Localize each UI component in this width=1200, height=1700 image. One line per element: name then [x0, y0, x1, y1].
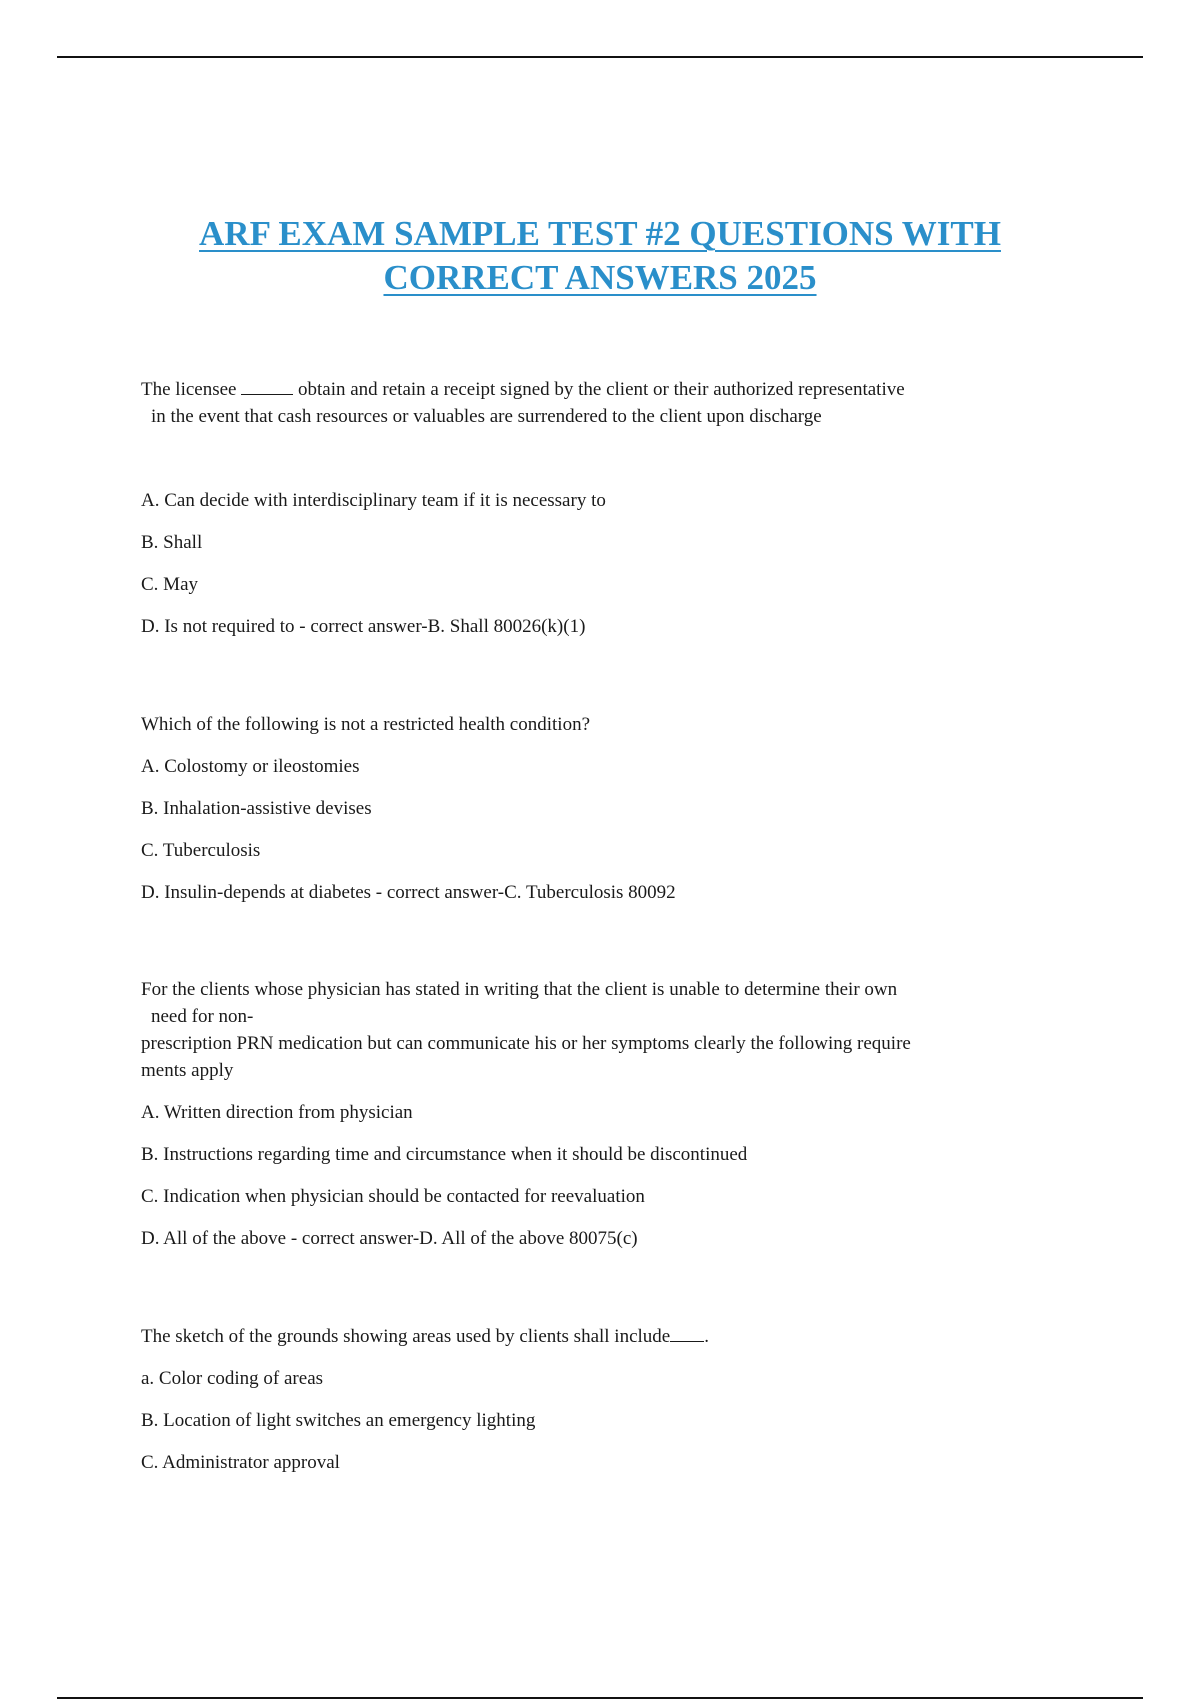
document-title	[100, 212, 1100, 300]
option-b: B. Shall	[141, 532, 203, 553]
title-line-1: ARF EXAM SAMPLE TEST #2 QUESTIONS WITH	[199, 214, 1001, 253]
option-b: B. Inhalation-assistive devises	[141, 798, 372, 819]
option-b: B. Location of light switches an emergency lighting	[141, 1410, 536, 1431]
answer-blank	[241, 376, 293, 395]
question-1-text: The licensee obtain and retain a receipt signed by the client or their authorized representative in the event that cash resources or valuables are surrendered to the client upon discharge	[141, 376, 1061, 430]
header-rule	[57, 56, 1143, 58]
question-3-options	[141, 1099, 1061, 1267]
footer-rule	[57, 1697, 1143, 1699]
option-c: C. Tuberculosis	[141, 840, 261, 861]
question-2-text: Which of the following is not a restricted health condition?	[141, 714, 591, 735]
question-2-options	[141, 753, 1061, 921]
option-a: a. Color coding of areas	[141, 1368, 324, 1389]
option-a: A. Can decide with interdisciplinary team if it is necessary to	[141, 490, 606, 511]
option-c: C. May	[141, 574, 198, 595]
question-2	[141, 711, 1061, 921]
answer-blank	[670, 1323, 704, 1342]
question-1-options	[141, 487, 1061, 655]
option-c: C. Indication when physician should be contacted for reevaluation	[141, 1186, 645, 1207]
option-d: D. All of the above - correct answer-D. All of the above 80075(c)	[141, 1228, 638, 1249]
question-4-options	[141, 1365, 1061, 1491]
question-4	[141, 1323, 1061, 1491]
option-a: A. Written direction from physician	[141, 1102, 413, 1123]
question-3-text: For the clients whose physician has stated in writing that the client is unable to determine their own need for non- prescription PRN medication but can communicate his or her symptoms clearly the following require ments apply	[141, 979, 911, 1081]
title-line-2: CORRECT ANSWERS 2025	[383, 258, 817, 297]
question-4-text: The sketch of the grounds showing areas used by clients shall include .	[141, 1323, 1061, 1350]
option-c: C. Administrator approval	[141, 1452, 340, 1473]
option-a: A. Colostomy or ileostomies	[141, 756, 360, 777]
question-1	[141, 376, 1061, 655]
option-b: B. Instructions regarding time and circumstance when it should be discontinued	[141, 1144, 748, 1165]
option-d: D. Insulin-depends at diabetes - correct answer-C. Tuberculosis 80092	[141, 882, 676, 903]
question-3	[141, 976, 1061, 1267]
question-list	[141, 376, 1061, 1491]
option-d: D. Is not required to - correct answer-B. Shall 80026(k)(1)	[141, 616, 586, 637]
